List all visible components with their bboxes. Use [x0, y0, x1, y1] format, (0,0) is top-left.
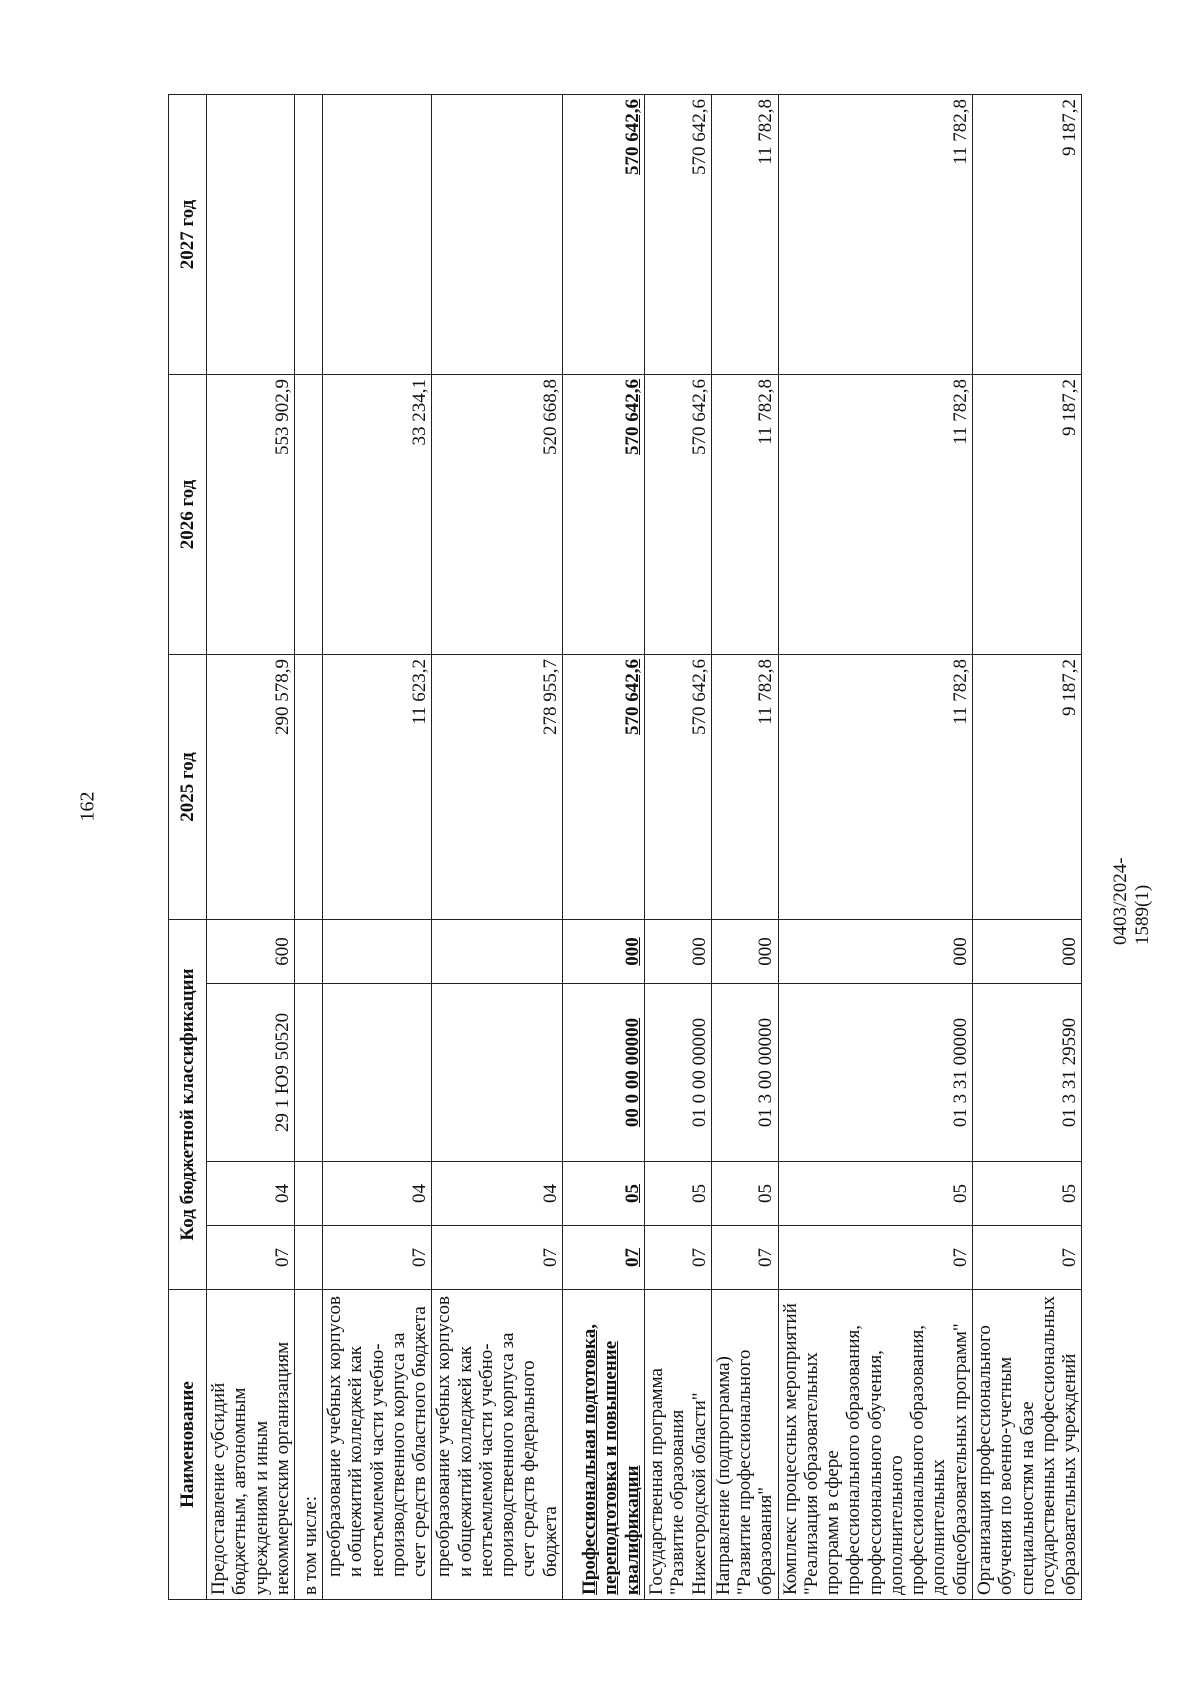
row-subsection: 04: [323, 1162, 432, 1226]
row-value-2026: 33 234,1: [323, 374, 432, 654]
header-2027: 2027 год: [169, 94, 207, 374]
row-value-2027: 11 782,8: [778, 94, 972, 374]
table-row: [323, 94, 432, 1599]
row-expense-type: 000: [711, 919, 778, 983]
row-target-article: 01 3 31 00000: [778, 984, 972, 1162]
table-row: [644, 94, 711, 1599]
row-target-article: [323, 984, 432, 1162]
row-subsection: 05: [972, 1162, 1081, 1226]
row-name: преобразование учебных корпусов и общежитий колледжей как неотъемлемой части учебно-производственного корпуса за счет средств областного бюджета: [323, 1290, 432, 1600]
budget-table: [168, 94, 1082, 1600]
row-target-article: 01 0 00 00000: [644, 984, 711, 1162]
header-2026: 2026 год: [169, 374, 207, 654]
row-value-2025: 11 782,8: [711, 654, 778, 919]
table-row: [207, 94, 295, 1599]
row-value-2027: [295, 94, 323, 374]
table-header-row: [169, 94, 207, 1599]
page-number: 162: [76, 791, 99, 822]
row-value-2025: 290 578,9: [207, 654, 295, 919]
header-name: Наименование: [169, 1290, 207, 1600]
row-value-2027: 11 782,8: [711, 94, 778, 374]
row-expense-type: 000: [644, 919, 711, 983]
table-row: [778, 94, 972, 1599]
row-value-2026: 11 782,8: [778, 374, 972, 654]
table-row: [562, 94, 644, 1599]
row-section: 07: [972, 1226, 1081, 1290]
row-value-2025: 570 642,6: [644, 654, 711, 919]
row-name: Предоставление субсидий бюджетным, автономным учреждениям и иным некоммерческим организациям: [207, 1290, 295, 1600]
row-subsection: 04: [207, 1162, 295, 1226]
row-value-2027: [207, 94, 295, 374]
row-value-2026: 570 642,6: [644, 374, 711, 654]
row-subsection: 05: [711, 1162, 778, 1226]
row-subsection: 05: [644, 1162, 711, 1226]
row-target-article: [295, 984, 323, 1162]
row-section: 07: [207, 1226, 295, 1290]
row-section: 07: [644, 1226, 711, 1290]
row-value-2025: 278 955,7: [432, 654, 563, 919]
row-name: преобразование учебных корпусов и общежитий колледжей как неотъемлемой части учебно-производственного корпуса за счет средств федерального бюджета: [432, 1290, 563, 1600]
row-value-2026: 553 902,9: [207, 374, 295, 654]
header-code: Код бюджетной классификации: [169, 919, 207, 1289]
row-target-article: 00 0 00 00000: [562, 984, 644, 1162]
row-value-2025: 11 623,2: [323, 654, 432, 919]
row-value-2027: 9 187,2: [972, 94, 1081, 374]
row-section: [295, 1226, 323, 1290]
row-value-2025: [295, 654, 323, 919]
row-subsection: [295, 1162, 323, 1226]
row-value-2027: [323, 94, 432, 374]
document-code: 0403/2024-1589(1): [1110, 857, 1153, 945]
budget-table-rotated: [168, 95, 1081, 1600]
row-section: 07: [711, 1226, 778, 1290]
row-section: 07: [323, 1226, 432, 1290]
row-value-2025: 9 187,2: [972, 654, 1081, 919]
row-expense-type: 000: [778, 919, 972, 983]
table-row: [972, 94, 1081, 1599]
row-value-2026: 520 668,8: [432, 374, 563, 654]
row-target-article: 01 3 31 29590: [972, 984, 1081, 1162]
row-name: Государственная программа "Развитие образования Нижегородской области": [644, 1290, 711, 1600]
row-name: Направление (подпрограмма) "Развитие профессионального образования": [711, 1290, 778, 1600]
row-section: 07: [562, 1226, 644, 1290]
row-value-2025: 570 642,6: [562, 654, 644, 919]
row-section: 07: [778, 1226, 972, 1290]
table-row: [711, 94, 778, 1599]
row-expense-type: 000: [972, 919, 1081, 983]
row-expense-type: 000: [562, 919, 644, 983]
row-name: в том числе:: [295, 1290, 323, 1600]
row-subsection: 05: [778, 1162, 972, 1226]
row-expense-type: [432, 919, 563, 983]
row-subsection: 05: [562, 1162, 644, 1226]
row-value-2026: [295, 374, 323, 654]
row-subsection: 04: [432, 1162, 563, 1226]
row-value-2026: 11 782,8: [711, 374, 778, 654]
row-target-article: 29 1 Ю9 50520: [207, 984, 295, 1162]
row-name: Организация профессионального обучения по военно-учетным специальностям на базе государственных профессиональных образовательных учреждений: [972, 1290, 1081, 1600]
row-value-2026: 9 187,2: [972, 374, 1081, 654]
row-target-article: [432, 984, 563, 1162]
row-target-article: 01 3 00 00000: [711, 984, 778, 1162]
row-expense-type: 600: [207, 919, 295, 983]
row-name: Профессиональная подготовка, переподготовка и повышение квалификации: [562, 1290, 644, 1600]
row-expense-type: [323, 919, 432, 983]
row-value-2027: [432, 94, 563, 374]
row-value-2027: 570 642,6: [562, 94, 644, 374]
row-name: Комплекс процессных мероприятий "Реализация образовательных программ в сфере профессионального образования, профессионального обучения, дополнительного профессионального образования, дополнительных общеобразовательных программ": [778, 1290, 972, 1600]
header-2025: 2025 год: [169, 654, 207, 919]
row-value-2025: 11 782,8: [778, 654, 972, 919]
row-expense-type: [295, 919, 323, 983]
row-value-2026: 570 642,6: [562, 374, 644, 654]
row-value-2027: 570 642,6: [644, 94, 711, 374]
row-section: 07: [432, 1226, 563, 1290]
table-row: [295, 94, 323, 1599]
table-row: [432, 94, 563, 1599]
